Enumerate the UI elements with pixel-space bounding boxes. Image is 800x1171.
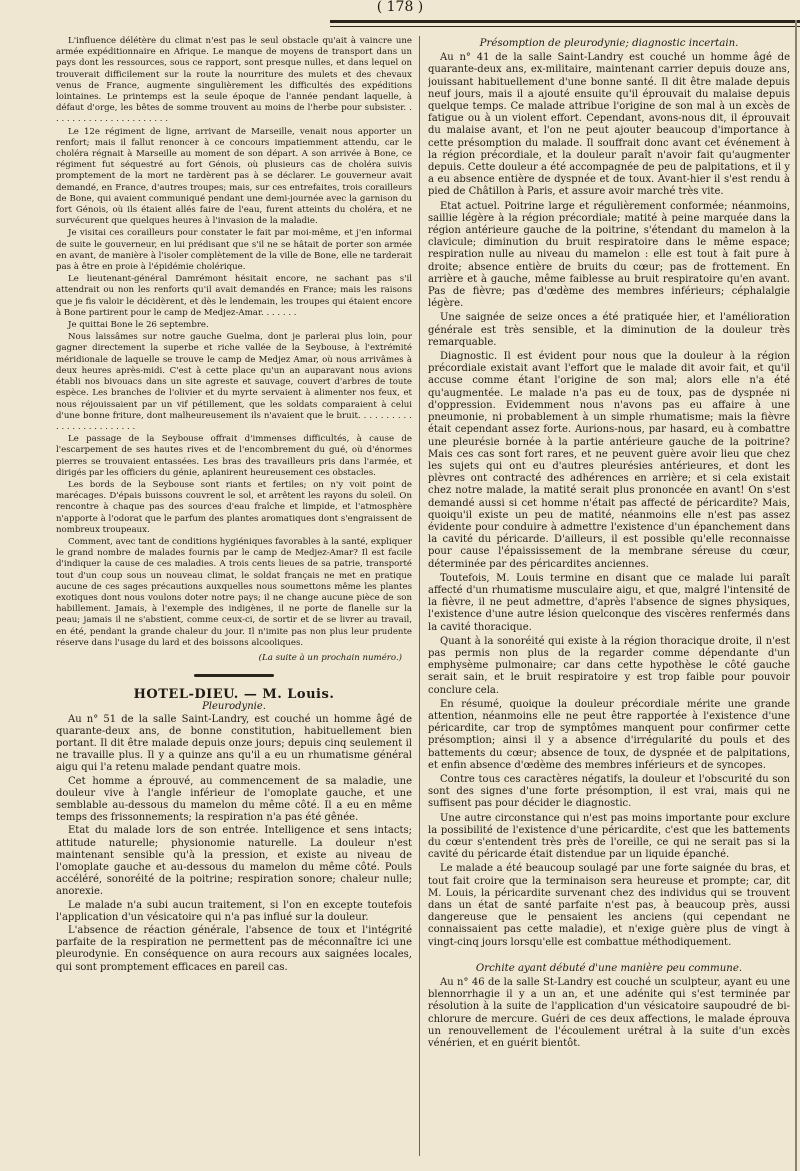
spacer [428, 951, 790, 961]
left-paragraph: Le passage de la Seybouse offrait d'immenses difficultés, à cause de l'escarpement de ses hautes rives et de l'encombrement du gué, où d'énormes pierres se trouvaient entassées. Les bras des travailleurs pris dans l'armée, et dirigés par les officiers du génie, aplanirent heureusement ces obstacles. [56, 434, 412, 478]
right-second-heading: Orchite ayant débuté d'une manière peu commune. [475, 962, 743, 974]
left-paragraph: Le 12e régiment de ligne, arrivant de Marseille, venait nous apporter un renfort; mais il fallut renoncer à ce concours impatiemment attendu, car le choléra régnait à Marseille au moment de son départ. A son arrivée à Bone, ce régiment fut séquestré au fort Génois, où plusieurs cas de choléra suivis promptement de la mort ne tardèrent pas à se déclarer. Le gouverneur avait demandé, en France, d'autres troupes; mais, sur ces entrefaites, trois corailleurs de Bone, qui avaient communiqué pendant une demi-journée avec la garnison du fort Génois, où ils étaient allés faire de l'eau, furent atteints du choléra, et ne survécurent que quelques heures à l'invasion de la maladie. [56, 126, 412, 227]
section-ornament [194, 674, 274, 677]
right-paragraph: Toutefois, M. Louis termine en disant que ce malade lui paraît affecté d'un rhumatisme musculaire aigu, et que, malgré l'intensité de la fièvre, il ne peut admettre, d'après l'absence de signes physiques, l'existence d'une autre lésion quelconque des viscères renfermés dans la cavité thoracique. [428, 572, 790, 633]
left-paragraph: L'influence délétère du climat n'est pas le seul obstacle qu'ait à vaincre une armée expéditionnaire en Afrique. Le manque de moyens de transport dans un pays dont les ressources, sous ce rapport, sont presque nulles, et dans lequel on trouverait difficilement sur la route la nourriture des mulets et des chevaux venus de France, augmente singulièrement les difficultés des expéditions lointaines. Le printemps est la seule époque de l'année pendant laquelle, à défaut d'orge, les bêtes de somme trouvent au moins de l'herbe pour subsister. . . . . . . . . . . . . . . . . . . . . . . [56, 36, 412, 125]
column-divider [419, 36, 420, 1156]
section-subtitle: Pleurodynie. [202, 701, 266, 713]
left-column [56, 36, 412, 1156]
right-paragraph: Contre tous ces caractères négatifs, la douleur et l'obscurité du son sont des signes d'une forte présomption, il est vrai, mais qui ne suffisent pas pour décider le diagnostic. [428, 773, 790, 810]
right-paragraph: Au n° 46 de la salle St-Landry est couché un sculpteur, ayant eu une blennorrhagie il y a un an, et une adénite qui s'est terminée par résolution à la suite de l'application d'un vésicatoire saupoudré de bi-chlorure de mercure. Guéri de ces deux affections, le malade éprouva un renouvellement de l'écoulement urétral à la suite d'un excès vénérien, et en guérit bientôt. [428, 977, 790, 1050]
left-paragraph: Nous laissâmes sur notre gauche Guelma, dont je parlerai plus loin, pour gagner directement la superbe et riche vallée de la Seybouse, à l'extrémité méridionale de laquelle se trouve le camp de Medjez Amar, où nous arrivâmes à deux heures après-midi. C'est à cette place qu'un an auparavant nous avions établi nos bivouacs dans un site agreste et sauvage, couvert d'arbres de toute espèce. Les branches de l'olivier et du myrte servaient à alimenter nos feux, et nous réjouissaient par un vif pétillement, que les soldats comparaient à celui d'une bonne friture, dont malheureusement ils n'avaient que le bruit. . . . . . . . . . . . . . . . . . . . . . . . . [56, 332, 412, 432]
header-rule [330, 20, 800, 23]
section-title: HOTEL-DIEU. — M. Louis. [133, 687, 335, 703]
right-paragraph: Une saignée de seize onces a été pratiquée hier, et l'amélioration générale est très sensible, et la diminution de la douleur très remarquable. [428, 312, 790, 348]
left-paragraph: Je quittai Bone le 26 septembre. [68, 320, 209, 331]
right-paragraph: Le malade a été beaucoup soulagé par une forte saignée du bras, et tout fait croire que la terminaison sera heureuse et prompte; car, dit M. Louis, la péricardite survenant chez des individus qui se trouvent dans un état de santé parfaite n'est pas, à beaucoup près, aussi dangereuse que le pensaient les anciens (qui cependant ne connaissaient pas cette maladie), et n'exige guère plus de vingt à vingt-cinq jours lorsqu'elle est combattue méthodiquement. [428, 863, 790, 948]
right-paragraph: Une autre circonstance qui n'est pas moins importante pour exclure la possibilité de l'existence d'une péricardite, c'est que les battements du cœur s'entendent très près de l'oreille, ce qui ne serait pas si la cavité du péricarde était distendue par un liquide épanché. [428, 812, 790, 861]
case-paragraph: Le malade n'a subi aucun traitement, si l'on en excepte toutefois l'application d'un vésicatoire qui n'a pas influé sur la douleur. [56, 899, 412, 923]
page-number: ( 178 ) [376, 0, 424, 15]
right-paragraph: Diagnostic. Il est évident pour nous que la douleur à la région précordiale existait avant l'effort que le malade dit avoir fait, et qu'il accuse comme étant l'origine de son mal; alors elle n'a été qu'augmentée. Le malade n'a pas eu de toux, pas de dyspnée ni d'oppression. Evidemment nous n'avons pas eu affaire à une pneumonie, ni probablement à un simple rhumatisme; mais la fièvre était cependant assez forte. Aurions-nous, par hasard, eu à combattre une pleurésie bornée à la partie antérieure gauche de la poitrine? Mais ces cas sont fort rares, et ne peuvent guère avoir lieu que chez les sujets qui ont eu d'autres pleurésies antérieures, et dont les plèvres ont contracté des adhérences en arrière; et si cela existait chez notre malade, la matité serait plus prononcée en avant! On s'est demandé aussi si cet homme n'était pas affecté de péricardite? Mais, quoiqu'il existe un peu de matité, néanmoins elle n'est pas assez évidente pour conduire à admettre l'existence d'un épanchement dans la cavité du péricarde. D'ailleurs, il est possible qu'elle reconnaisse pour cause l'épaississement de la membrane séreuse du cœur, déterminée par des péricardites anciennes. [428, 351, 790, 570]
case-paragraph: Cet homme a éprouvé, au commencement de sa maladie, une douleur vive à l'angle inférieur de l'omoplate gauche, et une semblable au-dessous du mamelon du même côté. Il a eu en même temps des frissonnements; la respiration n'a pas été gênée. [56, 775, 412, 824]
case-report [56, 714, 412, 974]
left-paragraph: Le lieutenant-général Damrémont hésitait encore, ne sachant pas s'il attendrait ou non les renforts qu'il avait demandés en France; mais les raisons que je fis valoir le décidèrent, et dès le lendemain, les troupes qui étaient encore à Bone partirent pour le camp de Medjez-Amar. . . . . . . [56, 274, 412, 318]
to-be-continued-note: (La suite à un prochain numéro.) [258, 652, 402, 663]
left-paragraph: Comment, avec tant de conditions hygiéniques favorables à la santé, expliquer le grand nombre de malades fournis par le camp de Medjez-Amar? Il est facile d'indiquer la cause de ces maladies. A trois cents lieues de sa patrie, transporté tout d'un coup sous un nouveau climat, le soldat français ne met en pratique aucune de ces sages précautions auxquelles nous soumettons même les plantes exotiques dont nous voulons doter notre pays; il ne change aucune pièce de son habillement. Jamais, à l'exemple des indigènes, il ne porte de flanelle sur la peau; jamais il ne s'abstient, comme ceux-ci, de sortir et de se livrer au travail, en été, pendant la grande chaleur du jour. Il n'imite pas non plus leur prudente réserve dans l'usage du lard et des boissons alcooliques. [56, 536, 412, 648]
right-column [428, 36, 790, 1156]
right-paragraph: Au n° 41 de la salle Saint-Landry est couché un homme âgé de quarante-deux ans, ex-militaire, maintenant carrier depuis douze ans, jouissant habituellement d'une bonne santé. Il dit être malade depuis neuf jours, mais il a ajouté ensuite qu'il éprouvait du malaise depuis quelque temps. Ce malade attribue l'origine de son mal à un excès de fatigue ou à un violent effort. Cependant, avons-nous dit, il éprouvait du malaise avant, et l'on ne peut ajouter beaucoup d'importance à cette présomption du malade. Il souffrait donc avant cet événement à la région précordiale, et la douleur paraît n'avoir fait qu'augmenter depuis. Cette douleur a été accompagnée de peu de palpitations, et il y a eu absence entière de dyspnée et de toux. Avant-hier il s'est rendu à pied de Châtillon à Paris, et assure avoir marché très vite. [428, 52, 790, 198]
right-paragraph: Etat actuel. Poitrine large et régulièrement conformée; néanmoins, saillie légère à la région précordiale; matité à peine marquée dans la région antérieure gauche de la poitrine, s'étendant du mamelon à la clavicule; diminution du bruit respiratoire dans le même espace; respiration nulle au niveau du mamelon : elle est tout à fait pure à droite; absence entière de bruits du cœur; pas de frottement. En arrière et à gauche, même faiblesse au bruit respiratoire qu'en avant. Pas de fièvre; pas d'œdème des membres inférieurs; céphalalgie légère. [428, 200, 790, 310]
case-paragraph: L'absence de réaction générale, l'absence de toux et l'intégrité parfaite de la respiration ne permettent pas de méconnaître ici une pleurodynie. En conséquence on aura recours aux saignées locales, qui sont promptement efficaces en pareil cas. [56, 925, 412, 973]
right-heading: Présomption de pleurodynie; diagnostic incertain. [479, 38, 739, 49]
case-paragraph: Etat du malade lors de son entrée. Intelligence et sens intacts; attitude naturelle; physionomie naturelle. La douleur n'est maintenant sensible qu'à la pression, et existe au niveau de l'omoplate gauche et au-dessous du mamelon du même côté. Pouls accéléré, sonoréité de la poitrine; respiration sonore; chaleur nulle; anorexie. [56, 825, 412, 898]
left-paragraph: Les bords de la Seybouse sont riants et fertiles; on n'y voit point de marécages. D'épais buissons couvrent le sol, et arrêtent les rayons du soleil. On rencontre à chaque pas des sources d'eau fraîche et limpide, et l'atmosphère n'apporte à l'odorat que le parfum des plantes aromatiques dont s'engraissent de nombreux troupeaux. [56, 479, 412, 535]
case-paragraph: Au n° 51 de la salle Saint-Landry, est couché un homme âgé de quarante-deux ans, de bonne constitution, habituellement bien portant. Il dit être malade depuis onze jours; depuis cinq seulement il ne travaille plus. Il y a quinze ans qu'il a eu un rhumatisme général aigu qui l'a retenu malade pendant quatre mois. [56, 713, 412, 774]
right-paragraph: En résumé, quoique la douleur précordiale mérite une grande attention, néanmoins elle ne peut être rapportée à l'existence d'une péricardite, car trop de symptômes manquent pour confirmer cette présomption; ainsi il y a absence d'irrégularité du pouls et des battements du cœur; absence de toux, de dyspnée et de palpitations, et enfin absence d'œdème des membres inférieurs et de syncopes. [428, 698, 790, 771]
header-rule-thin [330, 26, 800, 27]
right-paragraph: Quant à la sonoréité qui existe à la région thoracique droite, il n'est pas permis non plus de la regarder comme dépendante d'un emphysème pulmonaire; car dans cette hypothèse le côté gauche serait sain, et le bruit respiratoire y est trop faible pour pouvoir conclure cela. [428, 635, 790, 696]
left-paragraph: Je visitai ces corailleurs pour constater le fait par moi-même, et j'en informai de suite le gouverneur, en lui prédisant que s'il ne se hâtait de porter son armée en avant, de manière à l'isoler complètement de la ville de Bone, elle ne tarderait pas à être en proie à l'épidémie cholérique. [56, 228, 412, 273]
page-edge [795, 20, 797, 1171]
